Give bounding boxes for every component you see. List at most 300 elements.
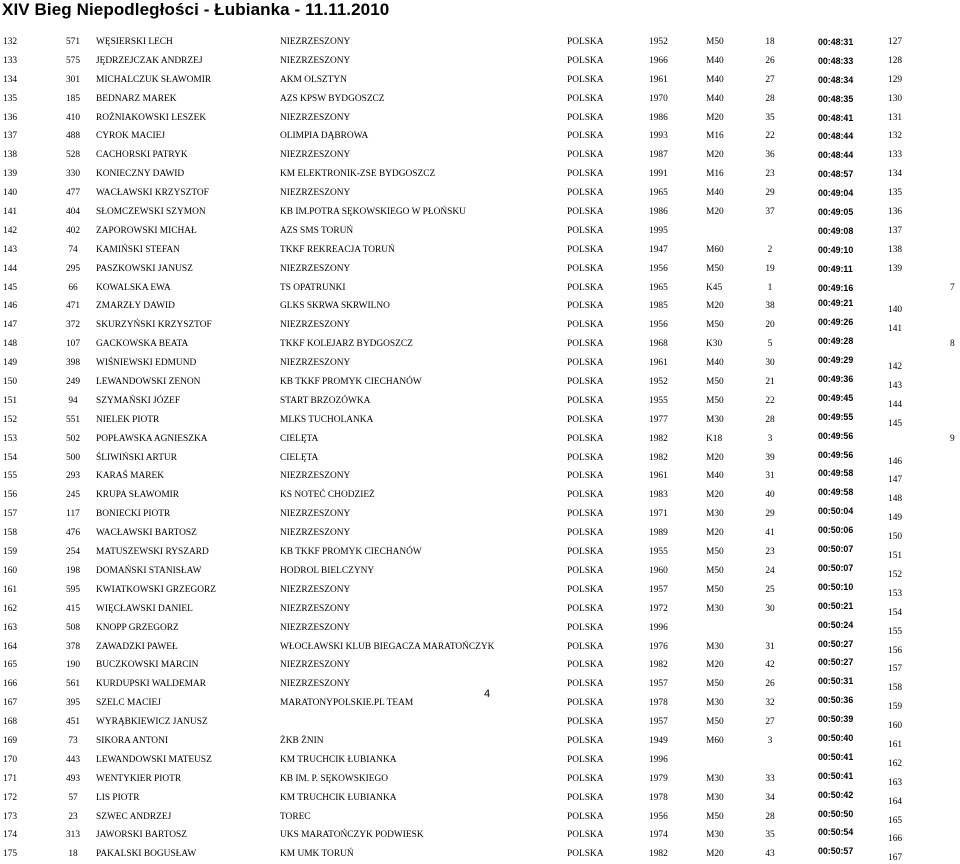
place-cell: 162 (3, 603, 18, 614)
club-cell: NIEZRZESZONY (280, 679, 351, 690)
time-cell: 00:49:04 (818, 188, 854, 199)
birth-year-cell: 1985 (649, 301, 668, 312)
time-cell: 00:50:07 (818, 544, 854, 555)
category-cell: M50 (706, 377, 724, 388)
place-cell: 136 (3, 112, 18, 123)
country-cell: POLSKA (567, 131, 604, 142)
category-place-cell: 24 (765, 565, 775, 576)
bib-number-cell: 301 (65, 74, 81, 85)
country-cell: POLSKA (567, 584, 604, 595)
time-cell: 00:48:31 (818, 37, 854, 47)
bib-number-cell: 198 (65, 565, 81, 576)
runner-name-cell: JĘDRZEJCZAK ANDRZEJ (96, 55, 203, 66)
category-cell: M20 (706, 207, 724, 218)
table-row (0, 845, 960, 864)
category-place-cell: 3 (767, 433, 773, 444)
country-cell: POLSKA (567, 263, 604, 274)
category-cell: M20 (706, 150, 724, 161)
time-cell: 00:50:41 (818, 770, 854, 781)
club-cell: KB TKKF PROMYK CIECHANÓW (280, 547, 422, 558)
gender-place-cell: 139 (888, 263, 903, 274)
gender-place-cell: 157 (888, 664, 903, 675)
birth-year-cell: 1957 (649, 584, 668, 595)
time-cell: 00:49:36 (818, 374, 854, 385)
club-cell: NIEZRZESZONY (280, 150, 351, 161)
runner-name-cell: WIŚNIEWSKI EDMUND (96, 358, 197, 369)
club-cell: CIELĘTA (280, 433, 319, 444)
gender-place-cell: 127 (888, 37, 903, 47)
table-row (0, 90, 960, 109)
place-cell: 137 (3, 131, 18, 142)
club-cell: OLIMPIA DĄBROWA (280, 131, 369, 142)
time-cell: 00:49:55 (818, 411, 854, 422)
category-place-cell: 25 (765, 584, 775, 595)
club-cell: NIEZRZESZONY (280, 112, 351, 123)
country-cell: POLSKA (567, 641, 604, 652)
category-cell: M20 (706, 528, 724, 539)
category-place-cell: 5 (767, 339, 773, 350)
time-cell: 00:50:31 (818, 676, 854, 687)
table-row (0, 127, 960, 146)
bib-number-cell: 561 (65, 679, 81, 690)
category-cell: K18 (706, 433, 723, 444)
category-place-cell: 19 (765, 263, 775, 274)
page-number: 4 (484, 688, 491, 700)
time-cell: 00:49:26 (818, 317, 854, 328)
bib-number-cell: 249 (65, 377, 81, 388)
birth-year-cell: 1996 (649, 754, 668, 765)
country-cell: POLSKA (567, 717, 604, 728)
bib-number-cell: 595 (65, 584, 81, 595)
runner-name-cell: ZAWADZKI PAWEŁ (96, 641, 178, 652)
table-row (0, 638, 960, 657)
runner-name-cell: ZMARZŁY DAWID (96, 301, 175, 312)
runner-name-cell: KONIECZNY DAWID (96, 169, 185, 180)
table-row (0, 165, 960, 184)
gender-place-cell: 165 (888, 815, 903, 826)
bib-number-cell: 551 (65, 414, 81, 425)
place-cell: 173 (3, 811, 18, 822)
bib-number-cell: 313 (65, 830, 81, 841)
birth-year-cell: 1972 (649, 603, 668, 614)
birth-year-cell: 1978 (649, 792, 668, 803)
category-place-cell: 28 (765, 414, 775, 425)
runner-name-cell: WACŁAWSKI BARTOSZ (96, 528, 197, 539)
runner-name-cell: POPŁAWSKA AGNIESZKA (96, 433, 208, 444)
country-cell: POLSKA (567, 150, 604, 161)
category-cell: K30 (706, 339, 723, 350)
category-cell: M20 (706, 301, 724, 312)
bib-number-cell: 488 (65, 131, 81, 142)
place-cell: 165 (3, 660, 18, 671)
category-cell: M40 (706, 93, 724, 104)
place-cell: 146 (3, 301, 18, 312)
bib-number-cell: 451 (65, 717, 81, 728)
club-cell: NIEZRZESZONY (280, 584, 351, 595)
place-cell: 154 (3, 452, 18, 463)
bib-number-cell: 295 (65, 263, 81, 274)
category-place-cell: 23 (765, 169, 775, 180)
place-cell: 172 (3, 792, 18, 803)
country-cell: POLSKA (567, 660, 604, 671)
runner-name-cell: GACKOWSKA BEATA (96, 339, 189, 350)
place-cell: 138 (3, 150, 18, 161)
gender-place-cell: 155 (888, 626, 903, 637)
runner-name-cell: BUCZKOWSKI MARCIN (96, 660, 199, 671)
category-place-cell: 43 (765, 849, 775, 860)
runner-name-cell: CACHORSKI PATRYK (96, 150, 188, 161)
gender-place-cell: 141 (888, 324, 903, 335)
bib-number-cell: 402 (65, 225, 81, 236)
country-cell: POLSKA (567, 301, 604, 312)
category-place-cell: 28 (765, 93, 775, 104)
time-cell: 00:49:58 (818, 468, 854, 479)
club-cell: NIEZRZESZONY (280, 622, 351, 633)
birth-year-cell: 1949 (649, 735, 668, 746)
time-cell: 00:48:33 (818, 55, 854, 66)
table-row (0, 656, 960, 675)
country-cell: POLSKA (567, 244, 604, 255)
gender-place-cell: 140 (888, 305, 903, 316)
category-cell: M30 (706, 414, 724, 425)
club-cell: NIEZRZESZONY (280, 55, 351, 66)
gender-place-cell: 131 (888, 112, 903, 123)
gender-place-cell: 134 (888, 169, 903, 180)
table-row (0, 392, 960, 411)
runner-name-cell: MICHALCZUK SŁAWOMIR (96, 74, 212, 85)
category-place-cell: 1 (767, 282, 773, 293)
category-place-cell: 2 (767, 244, 773, 255)
time-cell: 00:50:50 (818, 808, 854, 819)
place-cell: 143 (3, 244, 18, 255)
category-cell: M50 (706, 565, 724, 576)
gender-place-cell: 163 (888, 777, 903, 788)
category-place-cell: 39 (765, 452, 775, 463)
gender-place-cell: 154 (888, 607, 903, 618)
bib-number-cell: 330 (65, 169, 81, 180)
gender-place-cell: 137 (888, 225, 903, 236)
club-cell: WŁOCŁAWSKI KLUB BIEGACZA MARATOŃCZYK (280, 641, 495, 652)
bib-number-cell: 477 (65, 188, 81, 199)
club-cell: TKKF REKREACJA TORUŃ (280, 244, 395, 255)
table-row (0, 109, 960, 128)
place-cell: 175 (3, 849, 18, 860)
bib-number-cell: 372 (65, 320, 81, 331)
time-cell: 00:50:27 (818, 638, 854, 649)
place-cell: 142 (3, 225, 18, 236)
category-cell: M20 (706, 490, 724, 501)
gender-place-cell: 149 (888, 513, 903, 524)
country-cell: POLSKA (567, 55, 604, 66)
category-cell: M16 (706, 169, 724, 180)
bib-number-cell: 443 (65, 754, 81, 765)
birth-year-cell: 1960 (649, 565, 668, 576)
place-cell: 134 (3, 74, 18, 85)
runner-name-cell: WACŁAWSKI KRZYSZTOF (96, 188, 209, 199)
category-place-cell: 27 (765, 717, 775, 728)
table-row (0, 770, 960, 789)
time-cell: 00:49:29 (818, 355, 854, 366)
time-cell: 00:50:40 (818, 732, 854, 743)
table-row (0, 146, 960, 165)
bib-number-cell: 493 (65, 773, 81, 784)
time-cell: 00:50:07 (818, 562, 854, 573)
runner-name-cell: WENTYKIER PIOTR (96, 773, 182, 784)
birth-year-cell: 1952 (649, 377, 668, 388)
category-cell: M20 (706, 660, 724, 671)
birth-year-cell: 1970 (649, 93, 668, 104)
time-cell: 00:50:27 (818, 657, 854, 668)
table-row (0, 675, 960, 694)
category-cell: M50 (706, 320, 724, 331)
table-row (0, 52, 960, 71)
category-place-cell: 29 (765, 509, 775, 520)
place-cell: 163 (3, 622, 18, 633)
birth-year-cell: 1996 (649, 622, 668, 633)
club-cell: KM UMK TORUŃ (280, 849, 354, 860)
category-cell: M40 (706, 358, 724, 369)
place-cell: 166 (3, 679, 18, 690)
runner-name-cell: KOWALSKA EWA (96, 282, 171, 293)
gender-place-cell: 135 (888, 188, 903, 199)
club-cell: KB IM.POTRA SĘKOWSKIEGO W PŁOŃSKU (280, 207, 466, 218)
birth-year-cell: 1983 (649, 490, 668, 501)
birth-year-cell: 1982 (649, 433, 668, 444)
country-cell: POLSKA (567, 792, 604, 803)
country-cell: POLSKA (567, 547, 604, 558)
runner-name-cell: SZELC MACIEJ (96, 698, 161, 709)
birth-year-cell: 1955 (649, 395, 668, 406)
place-cell: 148 (3, 339, 18, 350)
table-row (0, 373, 960, 392)
category-place-cell: 38 (765, 301, 775, 312)
place-cell: 147 (3, 320, 18, 331)
country-cell: POLSKA (567, 773, 604, 784)
place-cell: 145 (3, 282, 18, 293)
club-cell: KM TRUCHCIK ŁUBIANKA (280, 754, 397, 765)
club-cell: TS OPATRUNKI (280, 282, 346, 293)
birth-year-cell: 1961 (649, 358, 668, 369)
gender-place-cell: 167 (888, 853, 903, 864)
place-cell: 153 (3, 433, 18, 444)
birth-year-cell: 1976 (649, 641, 668, 652)
time-cell: 00:48:41 (818, 112, 854, 123)
bib-number-cell: 73 (68, 735, 78, 746)
category-cell: M50 (706, 679, 724, 690)
country-cell: POLSKA (567, 414, 604, 425)
place-cell: 168 (3, 717, 18, 728)
place-cell: 149 (3, 358, 18, 369)
birth-year-cell: 1961 (649, 471, 668, 482)
category-place-cell: 3 (767, 735, 773, 746)
birth-year-cell: 1955 (649, 547, 668, 558)
gender-place-cell: 133 (888, 150, 903, 161)
country-cell: POLSKA (567, 37, 604, 47)
category-place-cell: 26 (765, 679, 775, 690)
country-cell: POLSKA (567, 112, 604, 123)
gender-place-cell: 158 (888, 683, 903, 694)
gender-place-cell: 132 (888, 131, 903, 142)
category-place-cell: 32 (765, 698, 775, 709)
table-row (0, 505, 960, 524)
place-cell: 150 (3, 377, 18, 388)
category-place-cell: 28 (765, 811, 775, 822)
bib-number-cell: 404 (65, 207, 81, 218)
country-cell: POLSKA (567, 735, 604, 746)
table-row (0, 222, 960, 241)
time-cell: 00:49:45 (818, 392, 854, 403)
runner-name-cell: NIELEK PIOTR (96, 414, 160, 425)
category-place-cell: 41 (765, 528, 775, 539)
bib-number-cell: 410 (65, 112, 81, 123)
country-cell: POLSKA (567, 93, 604, 104)
birth-year-cell: 1982 (649, 849, 668, 860)
category-cell: M30 (706, 509, 724, 520)
category-place-cell: 30 (765, 358, 775, 369)
runner-name-cell: ŚLIWIŃSKI ARTUR (96, 452, 177, 463)
table-row (0, 581, 960, 600)
runner-name-cell: PAKALSKI BOGUSŁAW (96, 849, 197, 860)
gender-place-cell: 145 (888, 418, 903, 429)
birth-year-cell: 1957 (649, 679, 668, 690)
club-cell: UKS MARATOŃCZYK PODWIESK (280, 830, 424, 841)
runner-name-cell: ZAPOROWSKI MICHAŁ (96, 225, 197, 236)
time-cell: 00:50:24 (818, 619, 854, 630)
place-cell: 158 (3, 528, 18, 539)
place-cell: 160 (3, 565, 18, 576)
table-row (0, 411, 960, 430)
place-cell: 144 (3, 263, 18, 274)
bib-number-cell: 415 (65, 603, 81, 614)
birth-year-cell: 1995 (649, 225, 668, 236)
bib-number-cell: 245 (65, 490, 81, 501)
category-place-cell: 27 (765, 74, 775, 85)
bib-number-cell: 293 (65, 471, 81, 482)
club-cell: NIEZRZESZONY (280, 528, 351, 539)
club-cell: AZS KPSW BYDGOSZCZ (280, 93, 385, 104)
club-cell: NIEZRZESZONY (280, 660, 351, 671)
gender-place-cell: 143 (888, 381, 903, 392)
category-place-cell: 37 (765, 207, 775, 218)
place-cell: 161 (3, 584, 18, 595)
runner-name-cell: ROŻNIAKOWSKI LESZEK (96, 112, 207, 123)
runner-name-cell: KWIATKOWSKI GRZEGORZ (96, 584, 217, 595)
gender-place-cell: 166 (888, 834, 903, 845)
time-cell: 00:49:21 (818, 298, 854, 309)
birth-year-cell: 1993 (649, 131, 668, 142)
runner-name-cell: KURDUPSKI WALDEMAR (96, 679, 206, 690)
bib-number-cell: 476 (65, 528, 81, 539)
country-cell: POLSKA (567, 320, 604, 331)
category-cell: M60 (706, 244, 724, 255)
country-cell: POLSKA (567, 169, 604, 180)
runner-name-cell: KRUPA SŁAWOMIR (96, 490, 180, 501)
women-place-cell: 9 (950, 433, 955, 444)
place-cell: 157 (3, 509, 18, 520)
table-row (0, 808, 960, 827)
category-cell: M50 (706, 584, 724, 595)
category-cell: M30 (706, 698, 724, 709)
time-cell: 00:49:16 (818, 282, 854, 293)
time-cell: 00:50:36 (818, 695, 854, 706)
results-list (0, 33, 960, 864)
birth-year-cell: 1982 (649, 452, 668, 463)
place-cell: 159 (3, 547, 18, 558)
club-cell: HODROL BIELCZYNY (280, 565, 375, 576)
gender-place-cell: 161 (888, 739, 903, 750)
country-cell: POLSKA (567, 225, 604, 236)
time-cell: 00:50:39 (818, 714, 854, 725)
country-cell: POLSKA (567, 433, 604, 444)
birth-year-cell: 1966 (649, 55, 668, 66)
bib-number-cell: 575 (65, 55, 81, 66)
table-row (0, 203, 960, 222)
place-cell: 139 (3, 169, 18, 180)
bib-number-cell: 117 (66, 509, 80, 520)
place-cell: 167 (3, 698, 18, 709)
bib-number-cell: 528 (65, 150, 81, 161)
category-cell: M60 (706, 735, 724, 746)
club-cell: KM ELEKTRONIK-ZSE BYDGOSZCZ (280, 169, 436, 180)
club-cell: AZS SMS TORUŃ (280, 225, 354, 236)
runner-name-cell: MATUSZEWSKI RYSZARD (96, 547, 209, 558)
time-cell: 00:50:57 (818, 846, 854, 857)
runner-name-cell: LIS PIOTR (96, 792, 140, 803)
table-row (0, 751, 960, 770)
runner-name-cell: SIKORA ANTONI (96, 735, 168, 746)
country-cell: POLSKA (567, 282, 604, 293)
gender-place-cell: 159 (888, 702, 903, 713)
category-cell: K45 (706, 282, 723, 293)
birth-year-cell: 1974 (649, 830, 668, 841)
table-row (0, 71, 960, 90)
bib-number-cell: 23 (68, 811, 78, 822)
bib-number-cell: 471 (65, 301, 81, 312)
table-row (0, 619, 960, 638)
club-cell: KM TRUCHCIK ŁUBIANKA (280, 792, 397, 803)
country-cell: POLSKA (567, 849, 604, 860)
runner-name-cell: DOMAŃSKI STANISŁAW (96, 565, 202, 576)
category-place-cell: 42 (765, 660, 775, 671)
club-cell: NIEZRZESZONY (280, 263, 351, 274)
gender-place-cell: 136 (888, 207, 903, 218)
country-cell: POLSKA (567, 754, 604, 765)
runner-name-cell: WIĘCŁAWSKI DANIEL (96, 603, 193, 614)
place-cell: 156 (3, 490, 18, 501)
time-cell: 00:48:34 (818, 74, 854, 85)
gender-place-cell: 138 (888, 244, 903, 255)
bib-number-cell: 66 (68, 282, 78, 293)
runner-name-cell: WĘSIERSKI LECH (96, 37, 173, 47)
runner-name-cell: CYROK MACIEJ (96, 131, 166, 142)
birth-year-cell: 1965 (649, 188, 668, 199)
category-place-cell: 22 (765, 395, 775, 406)
category-place-cell: 36 (765, 150, 775, 161)
birth-year-cell: 1971 (649, 509, 668, 520)
time-cell: 00:50:04 (818, 506, 854, 517)
club-cell: MARATONYPOLSKIE.PL TEAM (280, 698, 414, 709)
birth-year-cell: 1947 (649, 244, 668, 255)
club-cell: CIELĘTA (280, 452, 319, 463)
time-cell: 00:50:10 (818, 581, 854, 592)
table-row (0, 241, 960, 260)
bib-number-cell: 74 (68, 244, 78, 255)
runner-name-cell: LEWANDOWSKI ZENON (96, 377, 201, 388)
club-cell: TOREC (280, 811, 311, 822)
category-place-cell: 21 (765, 377, 775, 388)
place-cell: 132 (3, 37, 18, 47)
table-row (0, 430, 960, 449)
